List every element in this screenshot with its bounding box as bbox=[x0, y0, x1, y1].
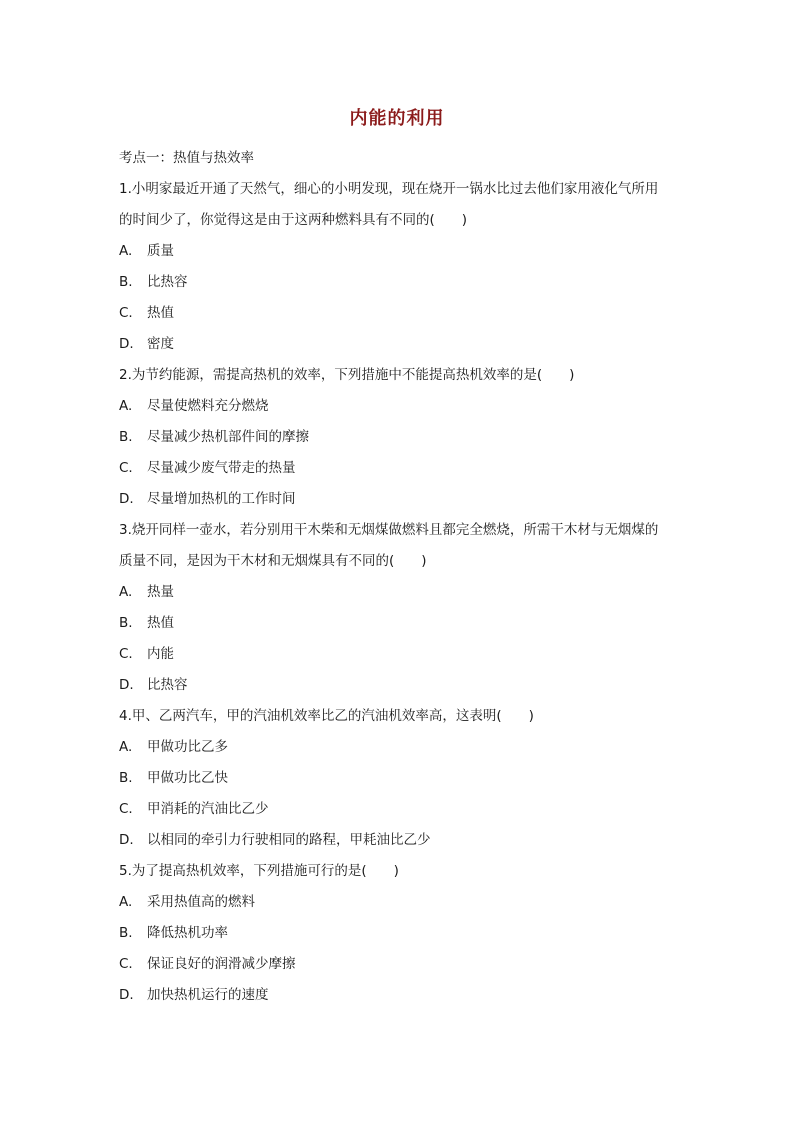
option-letter: C. bbox=[119, 956, 133, 972]
answer-option bbox=[119, 577, 679, 608]
option-letter: D. bbox=[119, 336, 134, 352]
answer-option bbox=[119, 453, 679, 484]
option-text: 加快热机运行的速度 bbox=[147, 987, 269, 1003]
option-letter: A. bbox=[119, 243, 133, 259]
option-letter: B. bbox=[119, 429, 133, 445]
answer-option bbox=[119, 639, 679, 670]
option-letter: C. bbox=[119, 305, 133, 321]
option-letter: B. bbox=[119, 770, 133, 786]
option-letter: C. bbox=[119, 801, 133, 817]
answer-option bbox=[119, 670, 679, 701]
answer-option bbox=[119, 484, 679, 515]
option-letter: B. bbox=[119, 615, 133, 631]
question-stem: 的时间少了，你觉得这是由于这两种燃料具有不同的( ) bbox=[119, 212, 468, 228]
option-letter: C. bbox=[119, 646, 133, 662]
option-text: 尽量减少热机部件间的摩擦 bbox=[147, 429, 309, 445]
question-stem: 1.小明家最近开通了天然气，细心的小明发现，现在烧开一锅水比过去他们家用液化气所用 bbox=[119, 181, 659, 197]
option-letter: A. bbox=[119, 398, 133, 414]
answer-option bbox=[119, 391, 679, 422]
answer-option bbox=[119, 980, 679, 1011]
option-letter: A. bbox=[119, 894, 133, 910]
option-text: 尽量增加热机的工作时间 bbox=[147, 491, 296, 507]
answer-option bbox=[119, 887, 679, 918]
answer-option bbox=[119, 732, 679, 763]
answer-option bbox=[119, 329, 679, 360]
question-list bbox=[119, 143, 679, 1011]
option-text: 质量 bbox=[147, 243, 174, 259]
option-text: 甲做功比乙快 bbox=[147, 770, 228, 786]
option-text: 尽量使燃料充分燃烧 bbox=[147, 398, 269, 414]
option-letter: B. bbox=[119, 274, 133, 290]
option-text: 采用热值高的燃料 bbox=[147, 894, 255, 910]
option-letter: D. bbox=[119, 987, 134, 1003]
answer-option bbox=[119, 608, 679, 639]
answer-option bbox=[119, 298, 679, 329]
option-letter: A. bbox=[119, 739, 133, 755]
option-text: 尽量减少废气带走的热量 bbox=[147, 460, 296, 476]
answer-option bbox=[119, 825, 679, 856]
option-text: 比热容 bbox=[147, 274, 188, 290]
option-text: 甲做功比乙多 bbox=[147, 739, 228, 755]
option-letter: A. bbox=[119, 584, 133, 600]
option-letter: D. bbox=[119, 677, 134, 693]
answer-option bbox=[119, 763, 679, 794]
question-stem: 质量不同，是因为干木材和无烟煤具有不同的( ) bbox=[119, 553, 427, 569]
answer-option bbox=[119, 949, 679, 980]
option-text: 甲消耗的汽油比乙少 bbox=[147, 801, 269, 817]
option-letter: C. bbox=[119, 460, 133, 476]
page-title: 内能的利用 bbox=[349, 108, 445, 129]
option-text: 保证良好的润滑减少摩擦 bbox=[147, 956, 296, 972]
answer-option bbox=[119, 267, 679, 298]
question-stem: 2.为节约能源，需提高热机的效率，下列措施中不能提高热机效率的是( ) bbox=[119, 367, 575, 383]
option-text: 热值 bbox=[147, 305, 174, 321]
question-stem: 5.为了提高热机效率，下列措施可行的是( ) bbox=[119, 863, 399, 879]
section-heading: 考点一：热值与热效率 bbox=[119, 150, 254, 166]
option-text: 以相同的牵引力行驶相同的路程，甲耗油比乙少 bbox=[147, 832, 431, 848]
answer-option bbox=[119, 422, 679, 453]
option-text: 热值 bbox=[147, 615, 174, 631]
question-stem: 3.烧开同样一壶水，若分别用干木柴和无烟煤做燃料且都完全燃烧，所需干木材与无烟煤的 bbox=[119, 522, 659, 538]
option-text: 降低热机功率 bbox=[147, 925, 228, 941]
option-text: 热量 bbox=[147, 584, 174, 600]
question-stem: 4.甲、乙两汽车，甲的汽油机效率比乙的汽油机效率高，这表明( ) bbox=[119, 708, 534, 724]
option-text: 密度 bbox=[147, 336, 174, 352]
answer-option bbox=[119, 918, 679, 949]
answer-option bbox=[119, 236, 679, 267]
option-text: 比热容 bbox=[147, 677, 188, 693]
option-letter: D. bbox=[119, 491, 134, 507]
answer-option bbox=[119, 794, 679, 825]
option-text: 内能 bbox=[147, 646, 174, 662]
option-letter: B. bbox=[119, 925, 133, 941]
option-letter: D. bbox=[119, 832, 134, 848]
